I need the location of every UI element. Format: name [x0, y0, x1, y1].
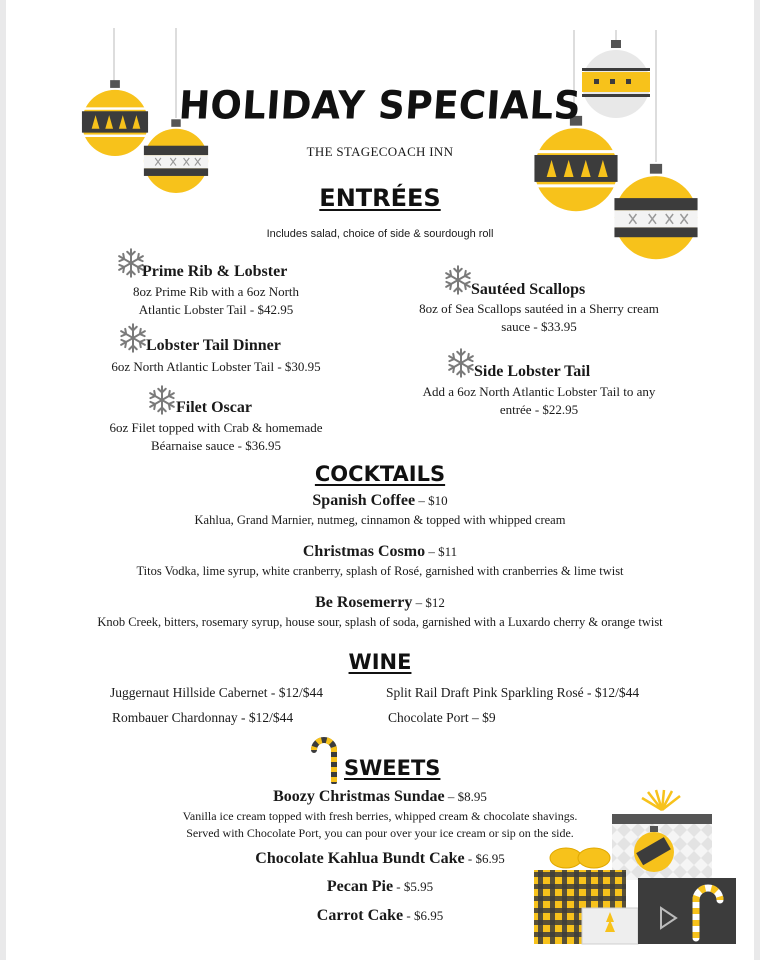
menu-page [6, 0, 754, 960]
cocktail-name: Be Rosemerry [315, 594, 413, 611]
entrees-heading: ENTRÉES [319, 184, 441, 212]
cocktail-name: Spanish Coffee [312, 492, 416, 509]
snowflake-icon [446, 348, 476, 378]
sweets-name: Boozy Christmas Sundae [273, 788, 445, 805]
entree-desc: Add a 6oz North Atlantic Lobster Tail to any entrée - $22.95 [422, 384, 656, 417]
cocktail-item [6, 492, 754, 510]
cocktail-item [6, 594, 754, 612]
snowflake-icon [443, 265, 473, 295]
cocktail-name: Christmas Cosmo [302, 543, 426, 560]
candy-cane-icon [306, 734, 348, 784]
sweets-price: – $8.95 [444, 789, 487, 804]
entree-desc: 6oz Filet topped with Crab & homemade Béarnaise sauce - $36.95 [109, 420, 323, 453]
wine-heading: WINE [348, 650, 412, 674]
sweets-name: Carrot Cake [316, 907, 404, 924]
restaurant-name: THE STAGECOACH INN [306, 144, 454, 159]
cocktail-item [6, 543, 754, 561]
cocktail-desc: Kahlua, Grand Marnier, nutmeg, cinnamon & topped with whipped cream [194, 513, 566, 527]
cocktail-price: – $10 [415, 493, 448, 508]
sweets-name: Pecan Pie [326, 878, 394, 895]
entree-name: Filet Oscar [176, 399, 252, 416]
entree-name: Lobster Tail Dinner [146, 337, 281, 354]
sweets-price: - $6.95 [403, 908, 444, 923]
page-title: HOLIDAY SPECIALS [177, 82, 583, 129]
cocktail-price: – $11 [425, 544, 458, 559]
cocktails-heading: COCKTAILS [314, 462, 446, 486]
wine-item: Rombauer Chardonnay - $12/$44 [112, 710, 294, 725]
cocktail-price: – $12 [412, 595, 445, 610]
entree-name: Side Lobster Tail [474, 363, 591, 380]
cocktail-desc: Knob Creek, bitters, rosemary syrup, house sour, splash of soda, garnished with a Luxardo cherry & orange twist [97, 615, 663, 629]
sweets-price: - $6.95 [464, 851, 505, 866]
wine-item: Split Rail Draft Pink Sparkling Rosé - $12/$44 [386, 685, 640, 700]
wine-item: Juggernaut Hillside Cabernet - $12/$44 [110, 685, 323, 700]
entree-name: Prime Rib & Lobster [142, 263, 288, 280]
entree-desc: 8oz of Sea Scallops sautéed in a Sherry cream sauce - $33.95 [419, 301, 659, 334]
sweets-heading: SWEETS [344, 756, 441, 780]
sweets-price: - $5.95 [393, 879, 434, 894]
gift-box-icon [526, 788, 738, 948]
entree-name: Sautéed Scallops [471, 281, 586, 298]
entree-desc: 8oz Prime Rib with a 6oz North Atlantic Lobster Tail - $42.95 [132, 284, 300, 317]
entree-desc: 6oz North Atlantic Lobster Tail - $30.95 [111, 359, 321, 374]
snowflake-icon [118, 323, 148, 353]
sweets-desc: Vanilla ice cream topped with fresh berries, whipped cream & chocolate shavings. Served with Chocolate Port, you can pour over your ice cream or sip on the side. [182, 809, 578, 840]
sweets-name: Chocolate Kahlua Bundt Cake [255, 850, 465, 867]
snowflake-icon [147, 385, 177, 415]
wine-item: Chocolate Port – $9 [388, 710, 496, 725]
cocktail-desc: Titos Vodka, lime syrup, white cranberry, splash of Rosé, garnished with cranberries & lime twist [136, 564, 624, 578]
entrees-includes: Includes salad, choice of side & sourdough roll [266, 228, 494, 240]
